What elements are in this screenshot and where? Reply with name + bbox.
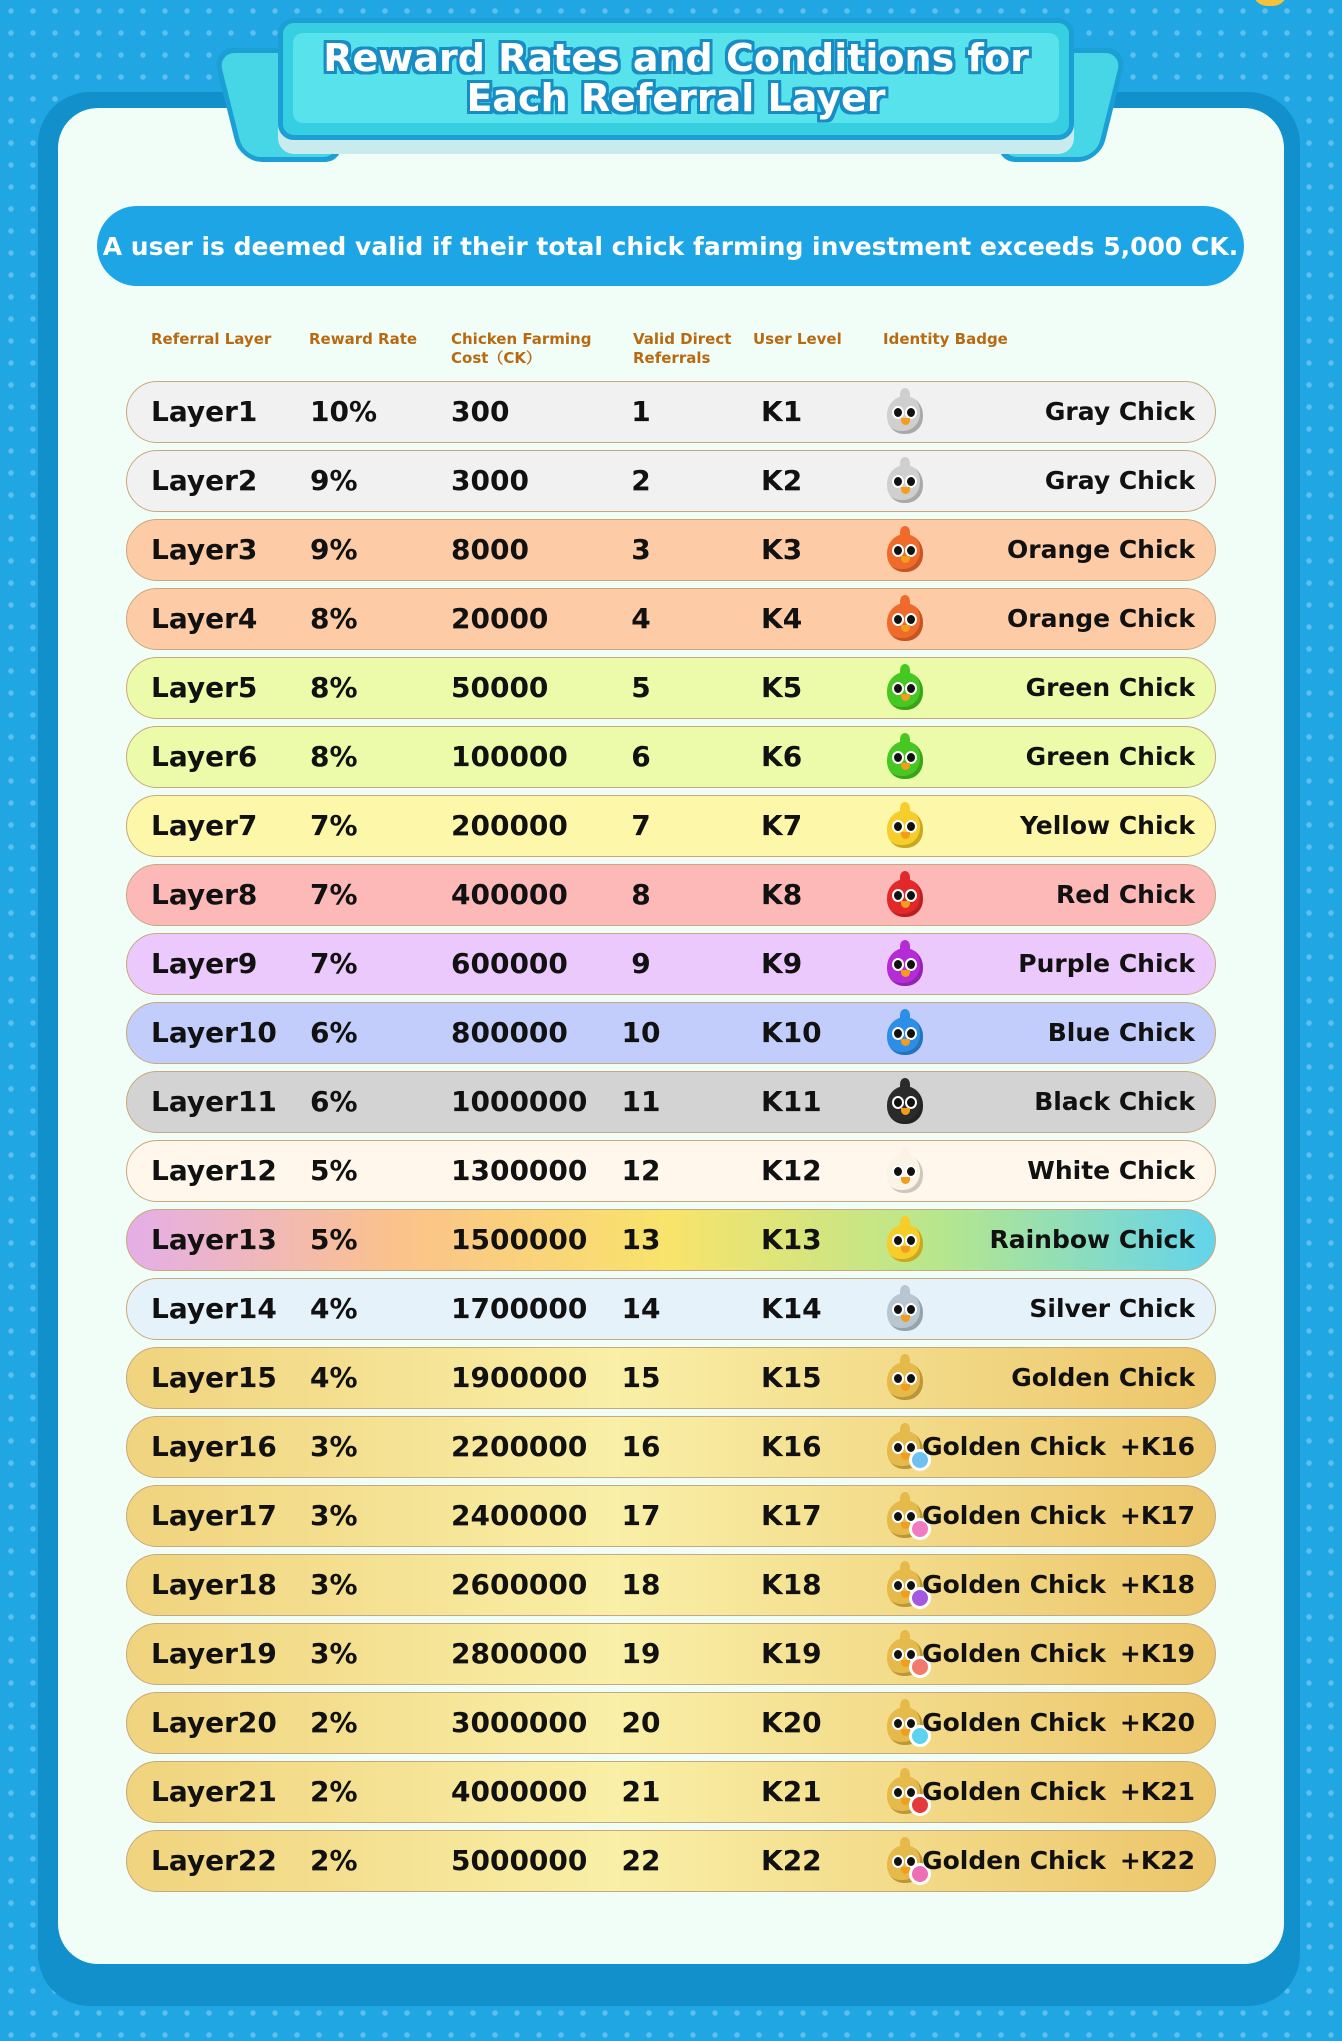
header-valid-direct-referrals (633, 330, 731, 368)
valid-referrals: 22 (621, 1844, 661, 1877)
identity-badge (1048, 1003, 1195, 1062)
layer-name: Layer13 (151, 1223, 277, 1256)
identity-badge (1007, 589, 1195, 648)
header-referral-layer: Referral Layer (151, 330, 272, 348)
golden-chick-gem-icon (883, 1837, 927, 1885)
farming-cost: 20000 (451, 602, 549, 635)
badge-name: Green Chick (1025, 673, 1195, 702)
yellow-chick-icon (883, 802, 927, 850)
identity-badge (989, 1210, 1195, 1269)
title-banner (278, 18, 1074, 140)
valid-referrals: 10 (621, 1016, 661, 1049)
valid-referrals: 16 (621, 1430, 661, 1463)
identity-badge (1045, 382, 1195, 441)
header-chicken-farming-cost (451, 330, 591, 368)
identity-badge (1026, 658, 1195, 717)
table-row (126, 1761, 1216, 1823)
reward-rate: 2% (310, 1706, 358, 1739)
valid-referrals: 9 (631, 947, 651, 980)
layer-name: Layer12 (151, 1154, 277, 1187)
table-header (0, 330, 1342, 374)
user-level: K4 (761, 602, 803, 635)
table-row (126, 1830, 1216, 1892)
user-level: K11 (761, 1085, 822, 1118)
farming-cost: 400000 (451, 878, 568, 911)
user-level: K5 (761, 671, 803, 704)
farming-cost: 3000 (451, 464, 529, 497)
green-chick-icon (883, 733, 927, 781)
badge-name: Green Chick (1025, 742, 1195, 771)
badge-name: Purple Chick (1018, 949, 1195, 978)
golden-chick-gem-icon (883, 1561, 927, 1609)
farming-cost: 200000 (451, 809, 568, 842)
farming-cost: 800000 (451, 1016, 568, 1049)
badge-name: Blue Chick (1047, 1018, 1195, 1047)
identity-badge (1034, 1072, 1195, 1131)
reward-rate: 5% (310, 1223, 358, 1256)
farming-cost: 2200000 (451, 1430, 588, 1463)
purple-chick-icon (883, 940, 927, 988)
user-level: K10 (761, 1016, 822, 1049)
identity-badge (922, 1624, 1195, 1683)
user-level: K20 (761, 1706, 822, 1739)
user-level: K1 (761, 395, 803, 428)
farming-cost: 8000 (451, 533, 529, 566)
layer-name: Layer14 (151, 1292, 277, 1325)
layer-name: Layer8 (151, 878, 258, 911)
badge-bonus-level: +K16 (1119, 1432, 1195, 1461)
badge-name: Golden Chick (922, 1501, 1106, 1530)
farming-cost: 600000 (451, 947, 568, 980)
table-row (126, 1623, 1216, 1685)
white-chick-icon (883, 1147, 927, 1195)
green-chick-icon (883, 664, 927, 712)
table-row (126, 1554, 1216, 1616)
layer-name: Layer18 (151, 1568, 277, 1601)
table-row (126, 1002, 1216, 1064)
identity-badge (922, 1762, 1195, 1821)
reward-rate: 7% (310, 809, 358, 842)
valid-referrals: 5 (631, 671, 651, 704)
reward-rate: 3% (310, 1499, 358, 1532)
valid-referrals: 11 (621, 1085, 661, 1118)
header-cost-line1: Chicken Farming (451, 330, 592, 348)
identity-badge (922, 1555, 1195, 1614)
identity-badge (1029, 1279, 1195, 1338)
validity-notice: A user is deemed valid if their total chick farming investment exceeds 5,000 CK. (97, 206, 1244, 286)
table-row (126, 864, 1216, 926)
badge-bonus-level: +K17 (1119, 1501, 1195, 1530)
table-row (126, 381, 1216, 443)
user-level: K3 (761, 533, 803, 566)
header-cost-line2: Cost（CK） (451, 349, 542, 367)
golden-chick-gem-icon (883, 1423, 927, 1471)
badge-name: Gray Chick (1044, 397, 1195, 426)
layer-name: Layer22 (151, 1844, 277, 1877)
identity-badge (922, 1417, 1195, 1476)
badge-name: Rainbow Chick (989, 1225, 1195, 1254)
valid-referrals: 20 (621, 1706, 661, 1739)
header-reward-rate: Reward Rate (309, 330, 418, 348)
identity-badge (1011, 1348, 1195, 1407)
valid-referrals: 6 (631, 740, 651, 773)
badge-name: Golden Chick (922, 1432, 1106, 1461)
reward-rate: 6% (310, 1085, 358, 1118)
badge-name: Silver Chick (1029, 1294, 1195, 1323)
layer-name: Layer9 (151, 947, 258, 980)
layer-name: Layer3 (151, 533, 258, 566)
identity-badge (1020, 796, 1195, 855)
layer-name: Layer4 (151, 602, 258, 635)
farming-cost: 3000000 (451, 1706, 588, 1739)
valid-referrals: 13 (621, 1223, 661, 1256)
badge-bonus-level: +K19 (1119, 1639, 1195, 1668)
badge-name: Orange Chick (1007, 535, 1195, 564)
identity-badge (922, 1693, 1195, 1752)
user-level: K8 (761, 878, 803, 911)
farming-cost: 2600000 (451, 1568, 588, 1601)
farming-cost: 1900000 (451, 1361, 588, 1394)
user-level: K16 (761, 1430, 822, 1463)
farming-cost: 2400000 (451, 1499, 588, 1532)
table-row (126, 1692, 1216, 1754)
farming-cost: 1700000 (451, 1292, 588, 1325)
table-row (126, 588, 1216, 650)
reward-rate: 7% (310, 947, 358, 980)
identity-badge (1007, 520, 1195, 579)
reward-rate: 9% (310, 464, 358, 497)
golden-chick-gem-icon (883, 1492, 927, 1540)
layer-name: Layer17 (151, 1499, 277, 1532)
badge-name: Black Chick (1034, 1087, 1195, 1116)
valid-referrals: 17 (621, 1499, 661, 1532)
user-level: K17 (761, 1499, 822, 1532)
layer-name: Layer16 (151, 1430, 277, 1463)
table-row (126, 726, 1216, 788)
badge-name: Orange Chick (1007, 604, 1195, 633)
badge-name: Golden Chick (922, 1708, 1106, 1737)
badge-name: Golden Chick (922, 1777, 1106, 1806)
page-title-line2: Each Referral Layer (466, 76, 886, 120)
golden-chick-gem-icon (883, 1768, 927, 1816)
corner-decoration (1253, 0, 1287, 6)
farming-cost: 1500000 (451, 1223, 588, 1256)
farming-cost: 100000 (451, 740, 568, 773)
badge-name: Golden Chick (1011, 1363, 1195, 1392)
table-row (126, 1278, 1216, 1340)
layer-name: Layer2 (151, 464, 258, 497)
valid-referrals: 15 (621, 1361, 661, 1394)
farming-cost: 1300000 (451, 1154, 588, 1187)
table-row (126, 450, 1216, 512)
identity-badge (1056, 865, 1195, 924)
blue-chick-icon (883, 1009, 927, 1057)
badge-name: Red Chick (1056, 880, 1195, 909)
reward-rate: 6% (310, 1016, 358, 1049)
table-row (126, 795, 1216, 857)
table-row (126, 1140, 1216, 1202)
reward-rate: 7% (310, 878, 358, 911)
user-level: K7 (761, 809, 803, 842)
golden-chick-gem-icon (883, 1699, 927, 1747)
golden-chick-icon (883, 1354, 927, 1402)
valid-referrals: 3 (631, 533, 651, 566)
badge-name: Golden Chick (922, 1846, 1106, 1875)
badge-bonus-level: +K20 (1119, 1708, 1195, 1737)
user-level: K14 (761, 1292, 822, 1325)
user-level: K12 (761, 1154, 822, 1187)
identity-badge (1027, 1141, 1195, 1200)
layer-name: Layer7 (151, 809, 258, 842)
layer-name: Layer1 (151, 395, 258, 428)
black-chick-icon (883, 1078, 927, 1126)
table-row (126, 933, 1216, 995)
table-row (126, 1485, 1216, 1547)
user-level: K18 (761, 1568, 822, 1601)
reward-rate: 9% (310, 533, 358, 566)
user-level: K2 (761, 464, 803, 497)
valid-referrals: 19 (621, 1637, 661, 1670)
user-level: K22 (761, 1844, 822, 1877)
valid-referrals: 14 (621, 1292, 661, 1325)
reward-rate: 8% (310, 671, 358, 704)
badge-bonus-level: +K18 (1119, 1570, 1195, 1599)
table-row (126, 1347, 1216, 1409)
red-chick-icon (883, 871, 927, 919)
reward-rate: 3% (310, 1430, 358, 1463)
layer-name: Layer19 (151, 1637, 277, 1670)
silver-chick-icon (883, 1285, 927, 1333)
valid-referrals: 21 (621, 1775, 661, 1808)
reward-rate: 3% (310, 1637, 358, 1670)
valid-referrals: 8 (631, 878, 651, 911)
table-row (126, 1209, 1216, 1271)
layer-name: Layer15 (151, 1361, 277, 1394)
user-level: K19 (761, 1637, 822, 1670)
valid-referrals: 7 (631, 809, 651, 842)
referral-layer-table (126, 381, 1216, 1899)
farming-cost: 300 (451, 395, 510, 428)
identity-badge (922, 1486, 1195, 1545)
valid-referrals: 2 (631, 464, 651, 497)
layer-name: Layer11 (151, 1085, 277, 1118)
badge-name: Yellow Chick (1019, 811, 1195, 840)
header-user-level: User Level (753, 330, 842, 348)
orange-chick-icon (883, 526, 927, 574)
header-valid-line2: Referrals (633, 349, 711, 367)
reward-rate: 2% (310, 1775, 358, 1808)
layer-name: Layer20 (151, 1706, 277, 1739)
table-row (126, 1071, 1216, 1133)
identity-badge (1026, 727, 1195, 786)
badge-name: Golden Chick (922, 1570, 1106, 1599)
page-title-line1: Reward Rates and Conditions for (323, 36, 1029, 80)
badge-bonus-level: +K21 (1119, 1777, 1195, 1806)
golden-chick-gem-icon (883, 1630, 927, 1678)
table-row (126, 1416, 1216, 1478)
reward-rate: 10% (310, 395, 378, 428)
orange-chick-icon (883, 595, 927, 643)
layer-name: Layer6 (151, 740, 258, 773)
reward-rate: 4% (310, 1292, 358, 1325)
reward-rate: 2% (310, 1844, 358, 1877)
header-identity-badge: Identity Badge (883, 330, 1008, 348)
badge-name: Golden Chick (922, 1639, 1106, 1668)
badge-name: Gray Chick (1044, 466, 1195, 495)
layer-name: Layer10 (151, 1016, 277, 1049)
farming-cost: 50000 (451, 671, 549, 704)
farming-cost: 1000000 (451, 1085, 588, 1118)
reward-rate: 4% (310, 1361, 358, 1394)
farming-cost: 4000000 (451, 1775, 588, 1808)
reward-rate: 5% (310, 1154, 358, 1187)
badge-bonus-level: +K22 (1119, 1846, 1195, 1875)
farming-cost: 5000000 (451, 1844, 588, 1877)
table-row (126, 657, 1216, 719)
user-level: K15 (761, 1361, 822, 1394)
header-valid-line1: Valid Direct (633, 330, 732, 348)
identity-badge (1018, 934, 1195, 993)
layer-name: Layer5 (151, 671, 258, 704)
reward-rate: 8% (310, 740, 358, 773)
valid-referrals: 1 (631, 395, 651, 428)
table-row (126, 519, 1216, 581)
gray-chick-icon (883, 388, 927, 436)
user-level: K9 (761, 947, 803, 980)
user-level: K13 (761, 1223, 822, 1256)
valid-referrals: 4 (631, 602, 651, 635)
user-level: K21 (761, 1775, 822, 1808)
reward-rate: 3% (310, 1568, 358, 1601)
valid-referrals: 12 (621, 1154, 661, 1187)
identity-badge (922, 1831, 1195, 1890)
valid-referrals: 18 (621, 1568, 661, 1601)
identity-badge (1045, 451, 1195, 510)
gray-chick-icon (883, 457, 927, 505)
badge-name: White Chick (1027, 1156, 1195, 1185)
layer-name: Layer21 (151, 1775, 277, 1808)
rainbow-chick-icon (883, 1216, 927, 1264)
user-level: K6 (761, 740, 803, 773)
farming-cost: 2800000 (451, 1637, 588, 1670)
reward-rate: 8% (310, 602, 358, 635)
page-title (323, 38, 1029, 118)
